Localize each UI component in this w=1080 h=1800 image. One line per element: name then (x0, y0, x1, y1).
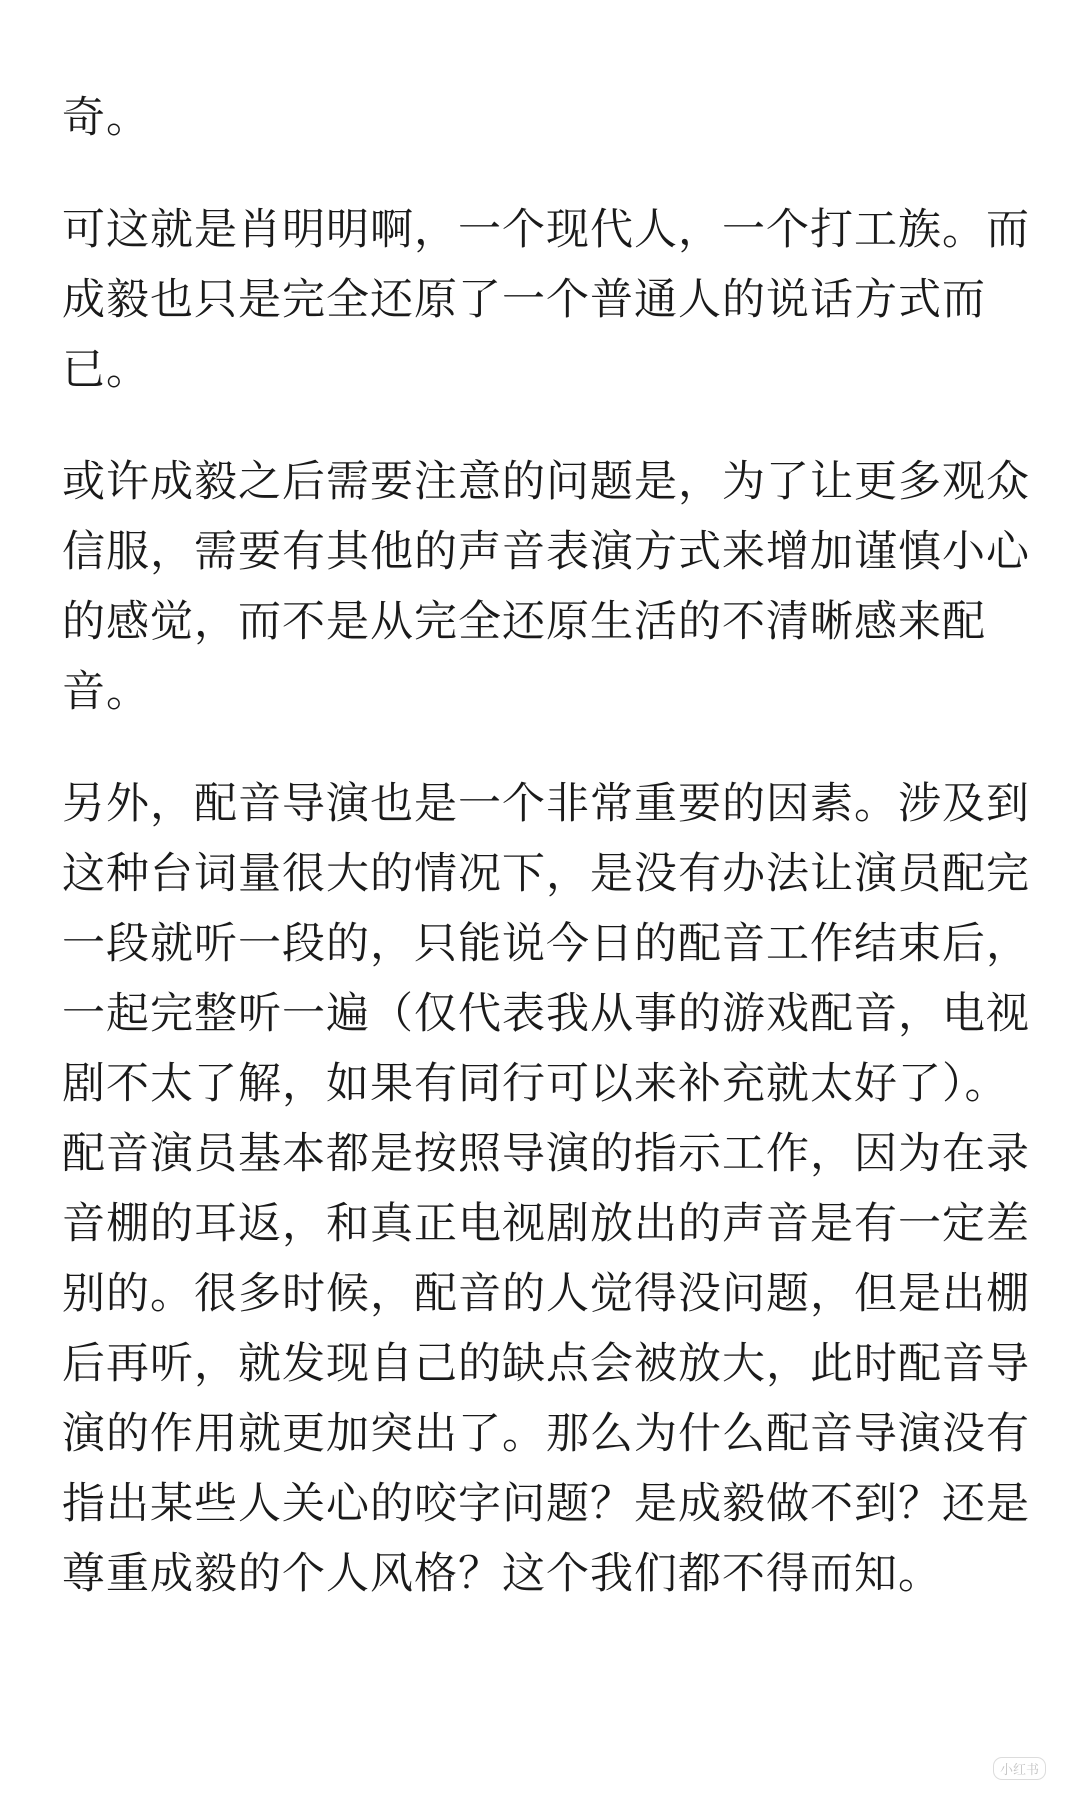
text-line: 已。 (62, 345, 150, 395)
text-line: 演的作用就更加突出了。那么为什么配音导演没有 (62, 1409, 1030, 1459)
paragraph-1 (62, 83, 1032, 153)
text-line: 奇。 (62, 93, 150, 143)
text-line: 剧不太了解，如果有同行可以来补充就太好了）。 (62, 1059, 1009, 1109)
paragraph-2 (62, 195, 1032, 405)
text-line: 成毅也只是完全还原了一个普通人的说话方式而 (62, 275, 986, 325)
text-line: 音。 (62, 667, 150, 717)
text-line: 指出某些人关心的咬字问题？是成毅做不到？还是 (62, 1479, 1030, 1529)
text-line: 尊重成毅的个人风格？这个我们都不得而知。 (62, 1549, 942, 1599)
text-line: 这种台词量很大的情况下，是没有办法让演员配完 (62, 849, 1030, 899)
text-line: 一段就听一段的，只能说今日的配音工作结束后， (62, 919, 1030, 969)
paragraph-4 (62, 769, 1032, 1609)
text-line: 可这就是肖明明啊，一个现代人，一个打工族。而 (62, 205, 1030, 255)
text-line: 另外，配音导演也是一个非常重要的因素。涉及到 (62, 779, 1030, 829)
text-line: 后再听，就发现自己的缺点会被放大，此时配音导 (62, 1339, 1030, 1389)
text-line: 配音演员基本都是按照导演的指示工作，因为在录 (62, 1129, 1030, 1179)
watermark-logo: 小红书 (993, 1757, 1046, 1780)
text-line: 别的。很多时候，配音的人觉得没问题，但是出棚 (62, 1269, 1030, 1319)
paragraph-3 (62, 447, 1032, 727)
article-body (62, 83, 1032, 1609)
text-line: 一起完整听一遍（仅代表我从事的游戏配音，电视 (62, 989, 1030, 1039)
text-line: 信服，需要有其他的声音表演方式来增加谨慎小心 (62, 527, 1030, 577)
text-line: 或许成毅之后需要注意的问题是，为了让更多观众 (62, 457, 1030, 507)
text-line: 音棚的耳返，和真正电视剧放出的声音是有一定差 (62, 1199, 1030, 1249)
text-line: 的感觉，而不是从完全还原生活的不清晰感来配 (62, 597, 986, 647)
